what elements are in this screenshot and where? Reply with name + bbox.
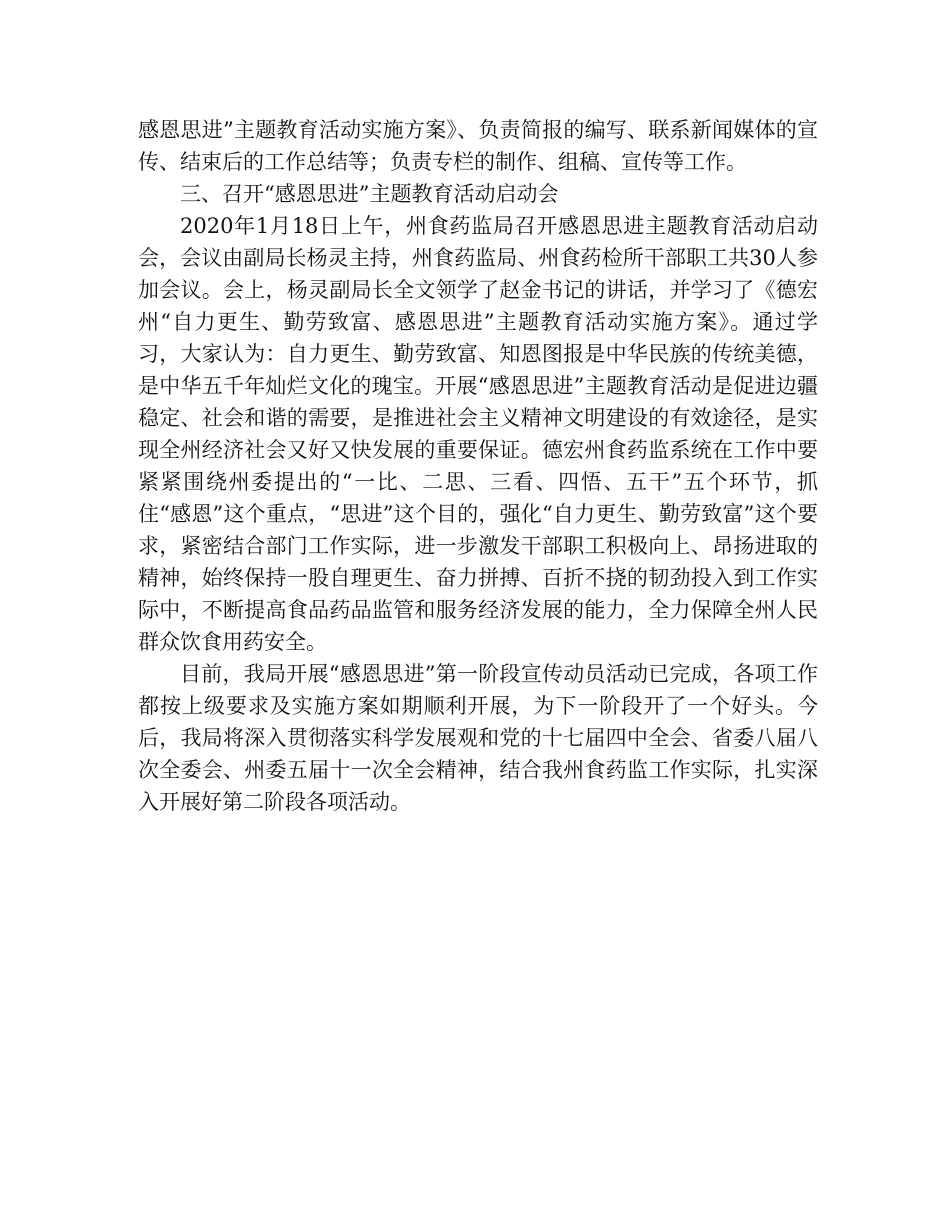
paragraph-continued-task-list: 感恩思进”主题教育活动实施方案》、负责简报的编写、联系新闻媒体的宣传、结束后的工作总结等；负责专栏的制作、组稿、宣传等工作。 — [138, 118, 818, 174]
paragraph-meeting-summary: 2020年1月18日上午，州食药监局召开感恩思进主题教育活动启动会，会议由副局长杨灵主持，州食药监局、州食药检所干部职工共30人参加会议。会上，杨灵副局长全文领学了赵金书记的讲话，并学习了《德宏州“自力更生、勤劳致富、感恩思进”主题教育活动实施方案》。通过学习，大家认为：自力更生、勤劳致富、知恩图报是中华民族的传统美德，是中华五千年灿烂文化的瑰宝。开展“感恩思进”主题教育活动是促进边疆稳定、社会和谐的需要，是推进社会主义精神文明建设的有效途径，是实现全州经济社会又好又快发展的重要保证。德宏州食药监系统在工作中要紧紧围绕州委提出的“一比、二思、三看、四悟、五干”五个环节，抓住“感恩”这个重点，“思进”这个目的，强化“自力更生、勤劳致富”这个要求，紧密结合部门工作实际，进一步激发干部职工积极向上、昂扬进取的精神，始终保持一股自理更生、奋力拼搏、百折不挠的韧劲投入到工作实际中，不断提高食品药品监管和服务经济发展的能力，全力保障全州人民群众饮食用药安全。 — [138, 214, 818, 654]
section-heading-launch-meeting: 三、召开“感恩思进”主题教育活动启动会 — [180, 182, 559, 206]
paragraph-progress-and-plans: 目前，我局开展“感恩思进”第一阶段宣传动员活动已完成，各项工作都按上级要求及实施方案如期顺利开展，为下一阶段开了一个好头。今后，我局将深入贯彻落实科学发展观和党的十七届四中全会、省委八届八次全委会、州委五届十一次全会精神，结合我州食药监工作实际，扎实深入开展好第二阶段各项活动。 — [138, 662, 818, 814]
document-body — [138, 114, 818, 818]
